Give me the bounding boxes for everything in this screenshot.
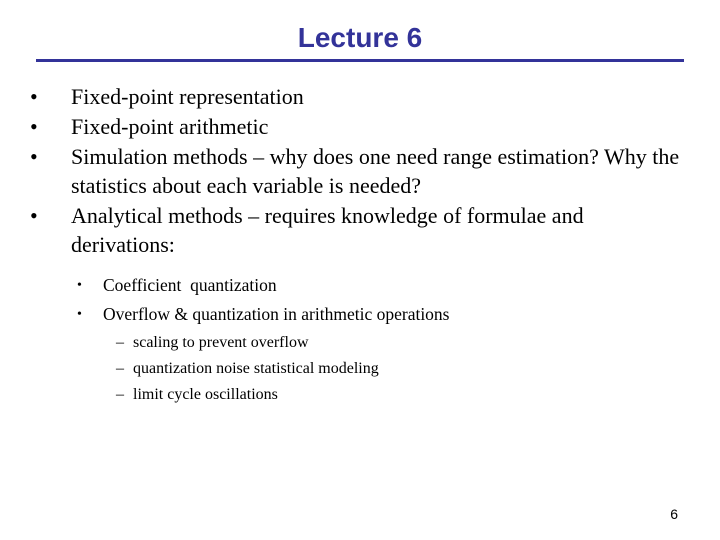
page-number: 6 [670,506,678,522]
sub-bullet-text: Coefficient quantization [103,275,277,295]
title-divider [36,59,684,62]
bullet-text: Fixed-point arithmetic [71,114,269,139]
dash-marker: – [116,334,124,351]
bullet-text: Fixed-point representation [71,84,304,109]
bullet-fixed-point-representation [30,82,690,111]
bullet-fixed-point-arithmetic [30,112,690,141]
bullet-marker: • [30,203,38,228]
dash-marker: – [116,386,124,403]
sub-sub-bullet-limit-cycle [30,382,690,408]
sub-bullet-coefficient-quantization [30,271,690,300]
sub-bullet-text: Overflow & quantization in arithmetic operations [103,304,450,324]
sub-bullet-marker: • [77,307,82,322]
dash-marker: – [116,360,124,377]
sub-bullet-marker: • [77,278,82,293]
bullet-marker: • [30,114,38,139]
sub-bullet-overflow-quantization [30,300,690,329]
bullet-marker: • [30,84,38,109]
bullet-text: Analytical methods – requires knowledge of formulae and derivations: [71,203,584,257]
sub-sub-bullet-text: quantization noise statistical modeling [133,360,379,377]
sub-bullet-list [30,271,690,329]
bullet-marker: • [30,144,38,169]
sub-sub-bullet-scaling [30,330,690,356]
sub-sub-bullet-noise-modeling [30,356,690,382]
sub-sub-bullet-text: limit cycle oscillations [133,386,278,403]
slide-title: Lecture 6 [297,22,423,53]
bullet-simulation-methods [30,142,690,200]
bullet-analytical-methods [30,201,690,259]
slide-body [30,82,690,408]
sub-sub-bullet-text: scaling to prevent overflow [133,334,309,351]
sub-sub-bullet-list [30,330,690,408]
bullet-text: Simulation methods – why does one need range estimation? Why the statistics about each variable is needed? [71,144,680,198]
